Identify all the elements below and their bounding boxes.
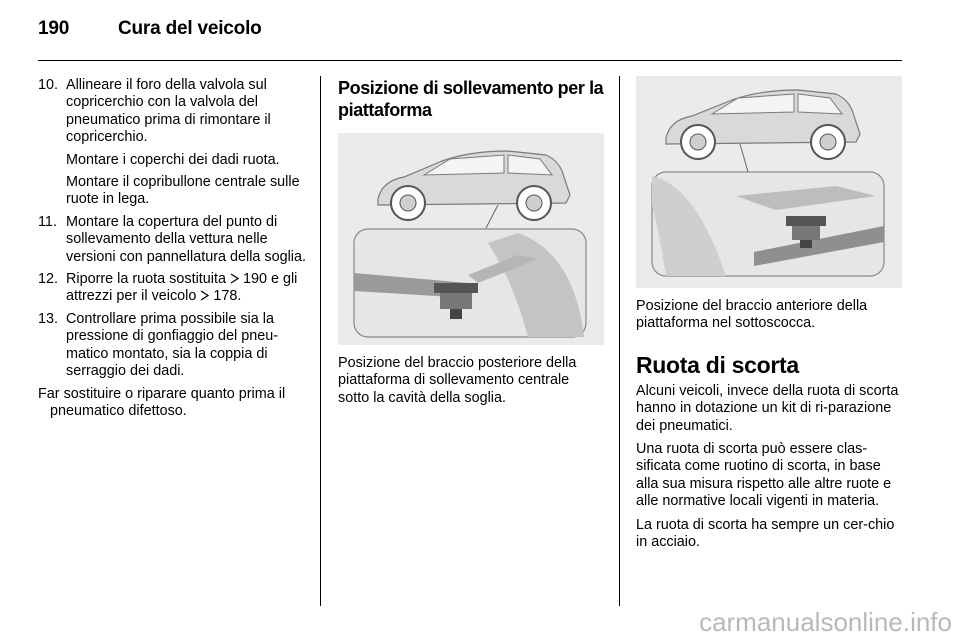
chapter-title: Cura del veicolo: [118, 18, 262, 39]
header-rule: [38, 60, 902, 61]
page-header: [38, 18, 262, 40]
right-column: [636, 77, 902, 557]
section-heading-lift: Posizione di sollevamento per la piattaforma: [338, 78, 604, 120]
front-lift-arm-illustration: [636, 76, 902, 288]
column-divider-right: [619, 76, 620, 606]
arrow-reference-icon: [200, 290, 209, 301]
left-column: [38, 77, 306, 425]
page-number: 190: [38, 18, 70, 39]
step-12: 12. Riporre la ruota sostituita 190 e gli attrezzi per il veicolo 178.: [38, 271, 298, 305]
figure-caption-front: Posizione del braccio anteriore della piattaforma nel sottoscocca.: [636, 298, 868, 332]
step-13: 13. Controllare prima possibile sia la pressione di gonfiaggio del pneu-matico montato, sia la coppia di serraggio dei dadi.: [38, 310, 279, 380]
step-10-sub-2: Montare il copribullone centrale sulle ruote in lega.: [66, 174, 300, 208]
arrow-reference-icon: [230, 273, 239, 284]
figure-caption-rear: Posizione del braccio posteriore della piattaforma di sollevamento centrale sotto la cavità della soglia.: [338, 355, 577, 406]
spare-paragraph-2: Una ruota di scorta può essere clas-sificata come ruotino di scorta, in base alla sua misura rispetto alle altre ruote e alle normative locali vigenti in materia.: [636, 441, 892, 510]
closing-note: Far sostituire o riparare quanto prima il pneumatico difettoso.: [38, 385, 286, 419]
spare-paragraph-3: La ruota di scorta ha sempre un cer-chio in acciaio.: [636, 516, 895, 551]
column-divider-left: [320, 76, 321, 606]
spare-paragraph-1: Alcuni veicoli, invece della ruota di scorta hanno in dotazione un kit di ri-parazione dei pneumatici.: [636, 382, 899, 434]
step-10-sub-1: Montare i coperchi dei dadi ruota.: [66, 151, 280, 168]
watermark: carmanualsonline.info: [699, 607, 952, 637]
section-heading-spare-wheel: Ruota di scorta: [636, 351, 799, 378]
rear-lift-arm-illustration: [338, 133, 604, 345]
step-10: 10. Allineare il foro della valvola sul copricerchio con la valvola del pneumatico prima di rimontare il copricerchio.: [38, 77, 271, 146]
step-11: 11. Montare la copertura del punto di sollevamento della vettura nelle versioni con pannellatura della soglia.: [38, 213, 306, 265]
middle-column: [338, 77, 604, 413]
